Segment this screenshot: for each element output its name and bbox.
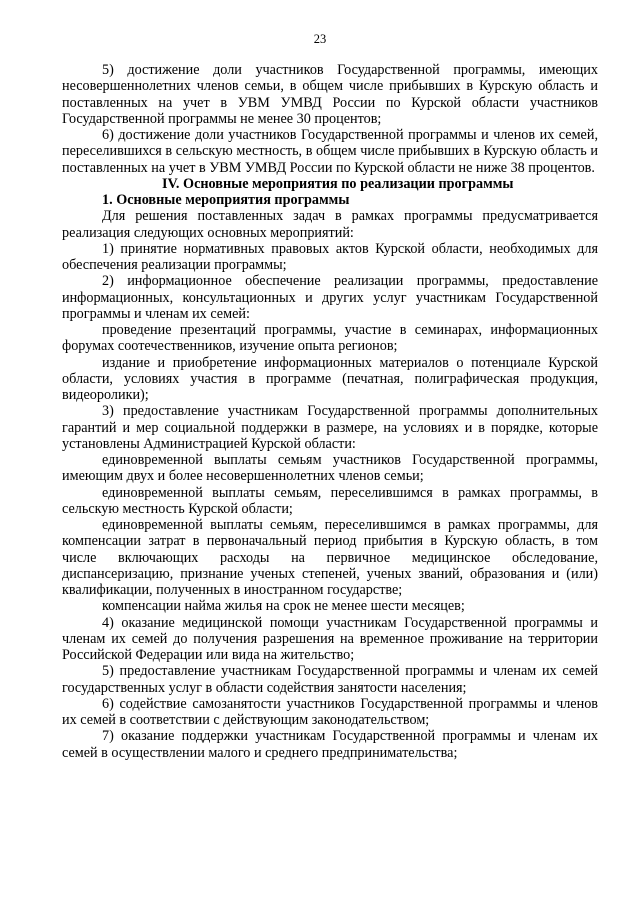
list-item-1: 1) принятие нормативных правовых актов Курской области, необходимых для обеспечения реализации программы;	[62, 240, 598, 273]
list-item-3: 3) предоставление участникам Государственной программы дополнительных гарантий и мер социальной поддержки в размере, на условиях и в порядке, которые установлены Администрацией Курской области:	[62, 403, 598, 452]
document-body	[62, 62, 598, 761]
list-item-3c: единовременной выплаты семьям, переселившимся в рамках программы, для компенсации затрат в первоначальный период прибытия в Курскую область, в том числе включающих расходы на первичное медицинское обследование, диспансеризацию, признание ученых степеней, ученых званий, образования и (или) квалификации, полученных в иностранном государстве;	[62, 517, 598, 598]
page-number: 23	[313, 32, 327, 46]
paragraph-intro: Для решения поставленных задач в рамках программы предусматривается реализация следующих основных мероприятий:	[62, 208, 598, 241]
list-item-2: 2) информационное обеспечение реализации программы, предоставление информационных, консультационных и других услуг участникам Государственной программы и членам их семей:	[62, 273, 598, 322]
list-item-3a: единовременной выплаты семьям участников Государственной программы, имеющим двух и более несовершеннолетних членов семьи;	[62, 452, 598, 485]
list-item-3b: единовременной выплаты семьям, переселившимся в рамках программы, в сельскую местность Курской области;	[62, 484, 598, 517]
section-heading: IV. Основные мероприятия по реализации программы	[162, 175, 514, 192]
subsection-heading: 1. Основные мероприятия программы	[102, 192, 350, 208]
list-item-4: 4) оказание медицинской помощи участникам Государственной программы и членам их семей до получения разрешения на временное проживание на территории Российской Федерации или вида на жительство;	[62, 614, 598, 663]
paragraph-goal-6: 6) достижение доли участников Государственной программы и членов их семей, переселившихся в сельскую местность, в общем числе прибывших в Курскую область и поставленных на учет в УВМ УМВД России по Курской области не ниже 38 процентов.	[62, 127, 598, 176]
list-item-3d: компенсации найма жилья на срок не менее шести месяцев;	[102, 598, 465, 615]
list-item-5: 5) предоставление участникам Государственной программы и членам их семей государственных услуг в области содействия занятости населения;	[62, 663, 598, 696]
list-item-7: 7) оказание поддержки участникам Государственной программы и членам их семей в осуществлении малого и среднего предпринимательства;	[62, 728, 598, 761]
list-item-2a: проведение презентаций программы, участие в семинарах, информационных форумах соотечественников, изучение опыта регионов;	[62, 322, 598, 355]
list-item-6: 6) содействие самозанятости участников Государственной программы и членов их семей в соответствии с действующим законодательством;	[62, 695, 598, 728]
list-item-2b: издание и приобретение информационных материалов о потенциале Курской области, условиях участия в программе (печатная, полиграфическая продукция, видеоролики);	[62, 354, 598, 403]
paragraph-goal-5: 5) достижение доли участников Государственной программы, имеющих несовершеннолетних членов семьи, в общем числе прибывших в Курскую область и поставленных на учет в УВМ УМВД России по Курской области участников Государственной программы не менее 30 процентов;	[62, 62, 598, 127]
